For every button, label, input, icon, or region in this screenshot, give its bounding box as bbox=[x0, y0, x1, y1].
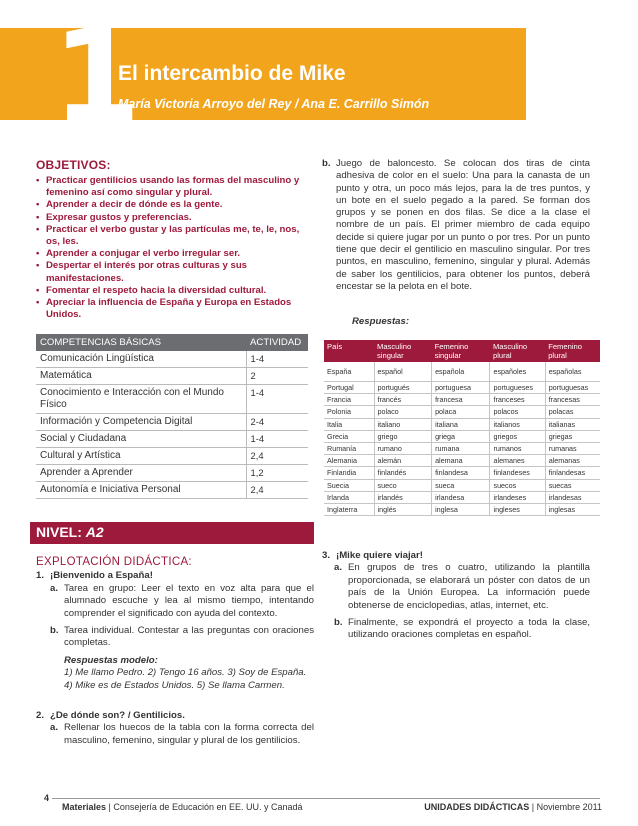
actividad-cell: 1-4 bbox=[246, 351, 308, 368]
gentilicio-cell: portuguesas bbox=[545, 382, 600, 394]
actividad-cell: 2,4 bbox=[246, 448, 308, 465]
country-cell: Grecia bbox=[324, 430, 374, 442]
actividad-header: ACTIVIDAD bbox=[246, 334, 308, 351]
activity-number: 1. bbox=[36, 570, 45, 582]
activity-number: 2. bbox=[36, 710, 45, 722]
country-cell: Alemania bbox=[324, 455, 374, 467]
table-row bbox=[324, 418, 600, 430]
table-row bbox=[36, 482, 308, 499]
gentilicio-cell: alemanes bbox=[490, 455, 545, 467]
footer-rule bbox=[52, 798, 600, 799]
activity-3b bbox=[334, 617, 590, 642]
activity-title: ¿De dónde son? / Gentilicios. bbox=[50, 710, 185, 722]
actividad-cell: 2 bbox=[246, 368, 308, 385]
table-row bbox=[324, 430, 600, 442]
gentilicio-cell: sueca bbox=[432, 479, 490, 491]
gentilicio-cell: finlandesa bbox=[432, 467, 490, 479]
table-row bbox=[324, 467, 600, 479]
actividad-cell: 2,4 bbox=[246, 482, 308, 499]
actividad-cell: 1,2 bbox=[246, 465, 308, 482]
table-row bbox=[324, 442, 600, 454]
footer-left-text: Consejería de Educación en EE. UU. y Canadá bbox=[113, 802, 303, 812]
sub-text: Rellenar los huecos de la tabla con la forma correcta del masculino, femenino, singular y plural de los gentilicios. bbox=[64, 722, 314, 746]
country-cell: Suecia bbox=[324, 479, 374, 491]
unit-number: 1 bbox=[52, 3, 136, 152]
objective-item: • Aprender a conjugar el verbo irregular ser. bbox=[36, 248, 308, 260]
objective-item: • Despertar el interés por otras culturas y sus manifestaciones. bbox=[36, 260, 308, 284]
gentilicio-cell: española bbox=[432, 362, 490, 382]
sub-text: Juego de baloncesto. Se colocan dos tiras de cinta adhesiva de color en el suelo: Una para la canasta de un punto y otra, un poco más lejos, para la de tres puntos, y un bote en el suelo pegado a la pared. Se forman dos grupos y se ponen en dos filas. Se dice a la clase el nombre de un país. El primer miembro de cada equipo decide si quiere jugar por un punto o por tres. Por un punto tiene que decir el gentilicio en masculino singular. Por tres puntos, en masculino, femenino, singular y plural. Además de saber los gentilicios, para obtener los puntos, deberá encestar se la pelota en el bote. bbox=[336, 158, 590, 292]
column-header: Femenino plural bbox=[545, 340, 600, 362]
gentilicio-cell: francesas bbox=[545, 394, 600, 406]
sub-letter: b. bbox=[334, 617, 343, 629]
gentilicio-cell: italianas bbox=[545, 418, 600, 430]
explotacion-heading: EXPLOTACIÓN DIDÁCTICA: bbox=[36, 556, 192, 568]
gentilicio-cell: rumanos bbox=[490, 442, 545, 454]
answers-label: Respuestas modelo: bbox=[64, 654, 158, 666]
objectives-section bbox=[36, 158, 308, 321]
gentilicio-cell: portuguesa bbox=[432, 382, 490, 394]
competencia-cell: Social y Ciudadana bbox=[36, 431, 246, 448]
actividad-cell: 2-4 bbox=[246, 414, 308, 431]
country-cell: Francia bbox=[324, 394, 374, 406]
gentilicio-cell: polaca bbox=[432, 406, 490, 418]
country-cell: Polonia bbox=[324, 406, 374, 418]
table-row bbox=[324, 479, 600, 491]
activity-2b bbox=[322, 158, 590, 293]
gentilicio-cell: irlandesas bbox=[545, 491, 600, 503]
gentilicio-cell: suecas bbox=[545, 479, 600, 491]
country-cell: España bbox=[324, 362, 374, 382]
activity-2-title bbox=[36, 710, 314, 722]
gentilicio-cell: ingleses bbox=[490, 503, 545, 515]
column-header: País bbox=[324, 340, 374, 362]
table-row bbox=[36, 448, 308, 465]
gentilicio-cell: italianos bbox=[490, 418, 545, 430]
table-row bbox=[324, 491, 600, 503]
table-row bbox=[36, 351, 308, 368]
gentilicio-cell: griega bbox=[432, 430, 490, 442]
table-row bbox=[36, 431, 308, 448]
gentilicio-cell: griegos bbox=[490, 430, 545, 442]
gentilicio-cell: inglesas bbox=[545, 503, 600, 515]
competencias-header: COMPETENCIAS BÁSICAS bbox=[36, 334, 246, 351]
footer-right-text: Noviembre 2011 bbox=[536, 802, 602, 812]
gentilicio-cell: francés bbox=[374, 394, 432, 406]
actividad-cell: 1-4 bbox=[246, 385, 308, 414]
competencia-cell: Autonomía e Iniciativa Personal bbox=[36, 482, 246, 499]
gentilicio-cell: suecos bbox=[490, 479, 545, 491]
gentilicio-cell: españoles bbox=[490, 362, 545, 382]
competencia-cell: Comunicación Lingüística bbox=[36, 351, 246, 368]
activity-title: ¡Bienvenido a España! bbox=[50, 570, 153, 582]
objectives-list bbox=[36, 175, 308, 321]
gentilicio-cell: polaco bbox=[374, 406, 432, 418]
gentilicio-cell: portugueses bbox=[490, 382, 545, 394]
competencia-cell: Información y Competencia Digital bbox=[36, 414, 246, 431]
objectives-heading: OBJETIVOS: bbox=[36, 158, 111, 172]
competencia-cell: Matemática bbox=[36, 368, 246, 385]
answers-line: 4) Mike es de Estados Unidos. 5) Se llama Carmen. bbox=[64, 679, 285, 691]
table-row bbox=[36, 368, 308, 385]
gentilicio-cell: griegas bbox=[545, 430, 600, 442]
country-cell: Italia bbox=[324, 418, 374, 430]
table-row bbox=[324, 394, 600, 406]
activity-title: ¡Mike quiere viajar! bbox=[336, 550, 423, 561]
gentilicio-cell: irlandesa bbox=[432, 491, 490, 503]
gentilicio-cell: inglesa bbox=[432, 503, 490, 515]
competencia-cell: Cultural y Artística bbox=[36, 448, 246, 465]
footer-left-bold: Materiales bbox=[62, 802, 107, 812]
gentilicio-cell: finlandesas bbox=[545, 467, 600, 479]
column-header: Masculino singular bbox=[374, 340, 432, 362]
gentilicio-cell: irlandeses bbox=[490, 491, 545, 503]
explotacion-section bbox=[36, 556, 314, 747]
gentilicio-cell: francesa bbox=[432, 394, 490, 406]
table-row bbox=[36, 385, 308, 414]
country-cell: Portugal bbox=[324, 382, 374, 394]
gentilicio-cell: irlandés bbox=[374, 491, 432, 503]
objective-item: • Practicar el verbo gustar y las partículas me, te, le, nos, os, les. bbox=[36, 224, 308, 248]
sub-text: Tarea individual. Contestar a las preguntas con oraciones completas. bbox=[64, 625, 314, 649]
footer-separator: | bbox=[108, 802, 111, 812]
table-row bbox=[324, 362, 600, 382]
activity-number: 3. bbox=[322, 550, 331, 561]
activity-3-title bbox=[322, 550, 590, 562]
activity-3 bbox=[322, 550, 590, 642]
activity-1a bbox=[50, 583, 314, 620]
objective-item: • Aprender a decir de dónde es la gente. bbox=[36, 199, 308, 211]
sub-letter: b. bbox=[322, 158, 331, 169]
answers-line: 1) Me llamo Pedro. 2) Tengo 16 años. 3) Soy de España. bbox=[64, 667, 307, 679]
gentilicio-cell: portugués bbox=[374, 382, 432, 394]
table-row bbox=[324, 382, 600, 394]
gentilicio-cell: italiano bbox=[374, 418, 432, 430]
nivel-label: NIVEL: bbox=[36, 524, 82, 540]
competencia-cell: Conocimiento e Interacción con el Mundo Físico bbox=[36, 385, 246, 414]
gentilicio-cell: franceses bbox=[490, 394, 545, 406]
gentilicio-cell: español bbox=[374, 362, 432, 382]
competencias-table bbox=[36, 334, 308, 499]
footer-right-bold: UNIDADES DIDÁCTICAS bbox=[424, 802, 530, 812]
table-row bbox=[36, 465, 308, 482]
objective-item: • Fomentar el respeto hacia la diversidad cultural. bbox=[36, 285, 308, 297]
gentilicio-cell: italiana bbox=[432, 418, 490, 430]
gentilicio-cell: sueco bbox=[374, 479, 432, 491]
table-header-row bbox=[324, 340, 600, 362]
footer-right bbox=[424, 802, 602, 812]
gentilicio-cell: alemanas bbox=[545, 455, 600, 467]
column-header: Masculino plural bbox=[490, 340, 545, 362]
table-row bbox=[324, 503, 600, 515]
footer-separator: | bbox=[531, 802, 535, 812]
table-row bbox=[324, 455, 600, 467]
gentilicio-cell: finlandeses bbox=[490, 467, 545, 479]
country-cell: Finlandia bbox=[324, 467, 374, 479]
nivel-value: A2 bbox=[85, 524, 104, 540]
footer-left bbox=[62, 802, 303, 812]
sub-text: En grupos de tres o cuatro, utilizando la plantilla proporcionada, se elaborará un póster con datos de un país de la Unión Europea. La información puede obtenerse de enciclopedias, atlas, internet, etc. bbox=[348, 562, 590, 611]
activity-2b-body bbox=[322, 158, 590, 293]
authors: María Victoria Arroyo del Rey / Ana E. Carrillo Simón bbox=[118, 97, 430, 111]
sub-letter: a. bbox=[50, 722, 59, 734]
country-cell: Irlanda bbox=[324, 491, 374, 503]
page-title: El intercambio de Mike bbox=[118, 62, 346, 85]
gentilicio-cell: alemán bbox=[374, 455, 432, 467]
nivel-bar bbox=[30, 522, 314, 544]
sub-text: Finalmente, se expondrá el proyecto a toda la clase, utilizando oraciones completas en español. bbox=[348, 617, 590, 641]
gentilicio-cell: rumanas bbox=[545, 442, 600, 454]
activity-1b bbox=[50, 625, 314, 650]
gentilicio-cell: polacas bbox=[545, 406, 600, 418]
page-number: 4 bbox=[44, 793, 50, 803]
sub-letter: a. bbox=[50, 582, 59, 594]
gentilicio-cell: inglés bbox=[374, 503, 432, 515]
gentilicio-cell: rumano bbox=[374, 442, 432, 454]
respuestas-label: Respuestas: bbox=[352, 316, 410, 327]
activity-3a bbox=[334, 562, 590, 612]
activity-2a bbox=[50, 722, 314, 747]
country-cell: Rumanía bbox=[324, 442, 374, 454]
objective-item: • Apreciar la influencia de España y Europa en Estados Unidos. bbox=[36, 297, 308, 321]
gentilicio-cell: polacos bbox=[490, 406, 545, 418]
objective-item: • Expresar gustos y preferencias. bbox=[36, 212, 308, 224]
gentilicio-cell: griego bbox=[374, 430, 432, 442]
gentilicio-cell: finlandés bbox=[374, 467, 432, 479]
objective-item: • Practicar gentilicios usando las formas del masculino y femenino así como singular y plural. bbox=[36, 175, 308, 199]
actividad-cell: 1-4 bbox=[246, 431, 308, 448]
sub-letter: b. bbox=[50, 625, 59, 637]
table-row bbox=[36, 414, 308, 431]
gentilicios-body bbox=[324, 362, 600, 516]
sub-text: Tarea en grupo: Leer el texto en voz alta para que el alumnado escuche y lea al mismo tiempo, intentando comprender el significado con ayuda del contexto. bbox=[64, 582, 314, 619]
gentilicio-cell: rumana bbox=[432, 442, 490, 454]
competencia-cell: Aprender a Aprender bbox=[36, 465, 246, 482]
table-row bbox=[324, 406, 600, 418]
gentilicio-cell: españolas bbox=[545, 362, 600, 382]
sub-letter: a. bbox=[334, 562, 343, 574]
gentilicio-cell: alemana bbox=[432, 455, 490, 467]
country-cell: Inglaterra bbox=[324, 503, 374, 515]
gentilicios-table bbox=[324, 340, 600, 516]
column-header: Femenino singular bbox=[432, 340, 490, 362]
activity-1-title bbox=[36, 570, 314, 582]
